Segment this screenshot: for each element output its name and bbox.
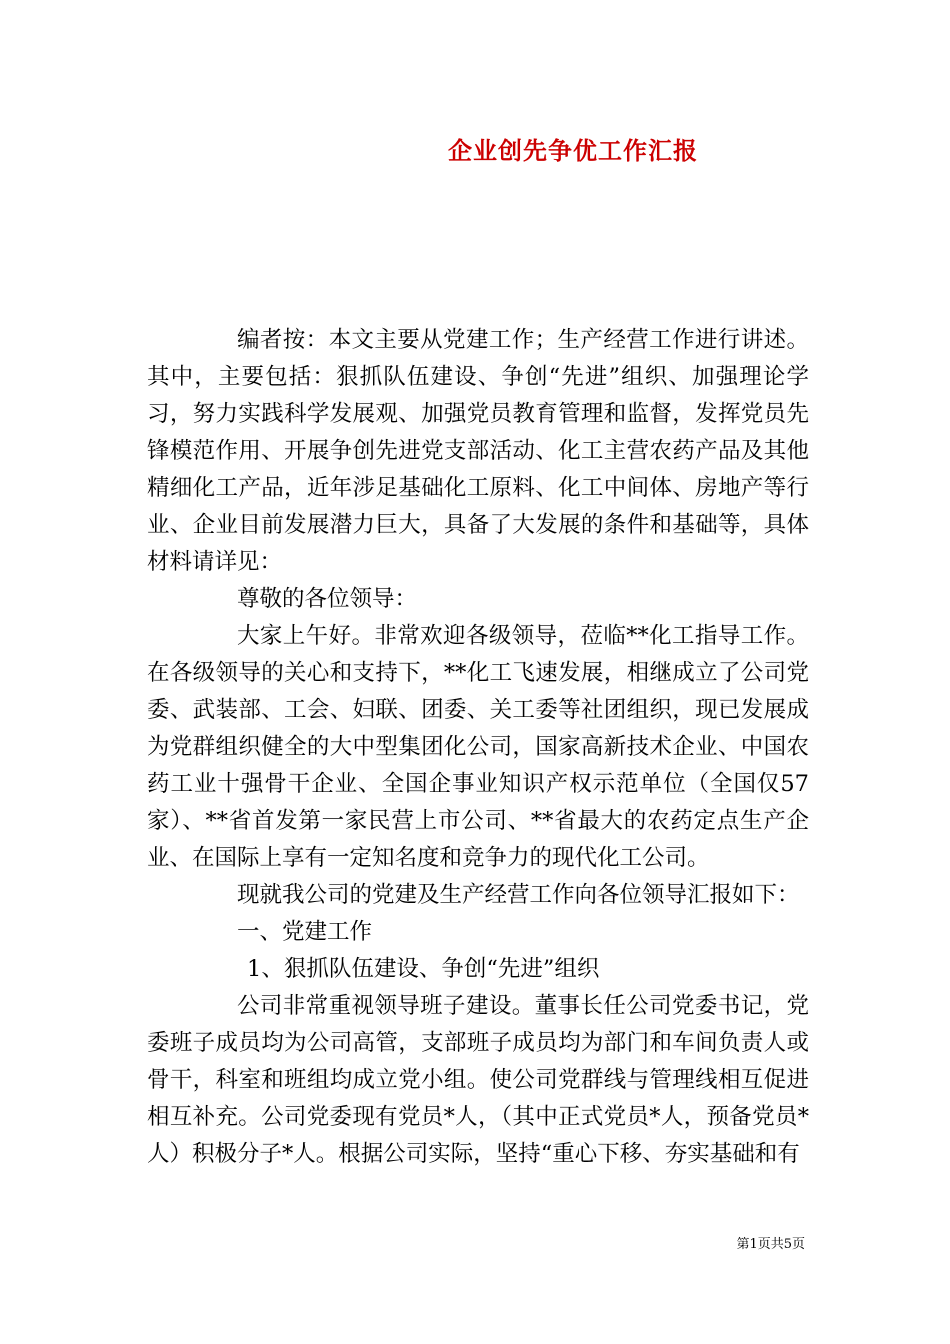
document-body bbox=[147, 322, 809, 1173]
editor-note-paragraph: 编者按：本文主要从党建工作；生产经营工作进行讲述。其中，主要包括：狠抓队伍建设、争创“先进”组织、加强理论学习，努力实践科学发展观、加强党员教育管理和监督，发挥党员先锋模范作用、开展争创先进党支部活动、化工主营农药产品及其他精细化工产品，近年涉足基础化工原料、化工中间体、房地产等行业、企业目前发展潜力巨大，具备了大发展的条件和基础等，具体材料请详见： bbox=[147, 327, 809, 575]
document-title: 企业创先争优工作汇报 bbox=[448, 136, 698, 165]
salutation-paragraph: 尊敬的各位领导： bbox=[237, 586, 418, 612]
page-indicator: 第1页共5页 bbox=[736, 1237, 805, 1252]
report-intro-paragraph: 现就我公司的党建及生产经营工作向各位领导汇报如下： bbox=[237, 882, 800, 908]
body-paragraph: 公司非常重视领导班子建设。董事长任公司党委书记，党委班子成员均为公司高管，支部班子成员均为部门和车间负责人或骨干，科室和班组均成立党小组。使公司党群线与管理线相互促进相互补充。公司党委现有党员*人，（其中正式党员*人，预备党员*人）积极分子*人。根据公司实际，坚持“重心下移、夯实基础和有 bbox=[147, 993, 809, 1167]
section-heading: 一、党建工作 bbox=[237, 919, 373, 945]
welcome-paragraph: 大家上午好。非常欢迎各级领导，莅临**化工指导工作。在各级领导的关心和支持下，**化工飞速发展，相继成立了公司党委、武装部、工会、妇联、团委、关工委等社团组织，现已发展成为党群组织健全的大中型集团化公司，国家高新技术企业、中国农药工业十强骨干企业、全国企事业知识产权示范单位（全国仅57家）、**省首发第一家民营上市公司、**省最大的农药定点生产企业、在国际上享有一定知名度和竞争力的现代化工公司。 bbox=[147, 623, 809, 871]
subsection-heading: 1、狠抓队伍建设、争创“先进”组织 bbox=[247, 956, 600, 982]
